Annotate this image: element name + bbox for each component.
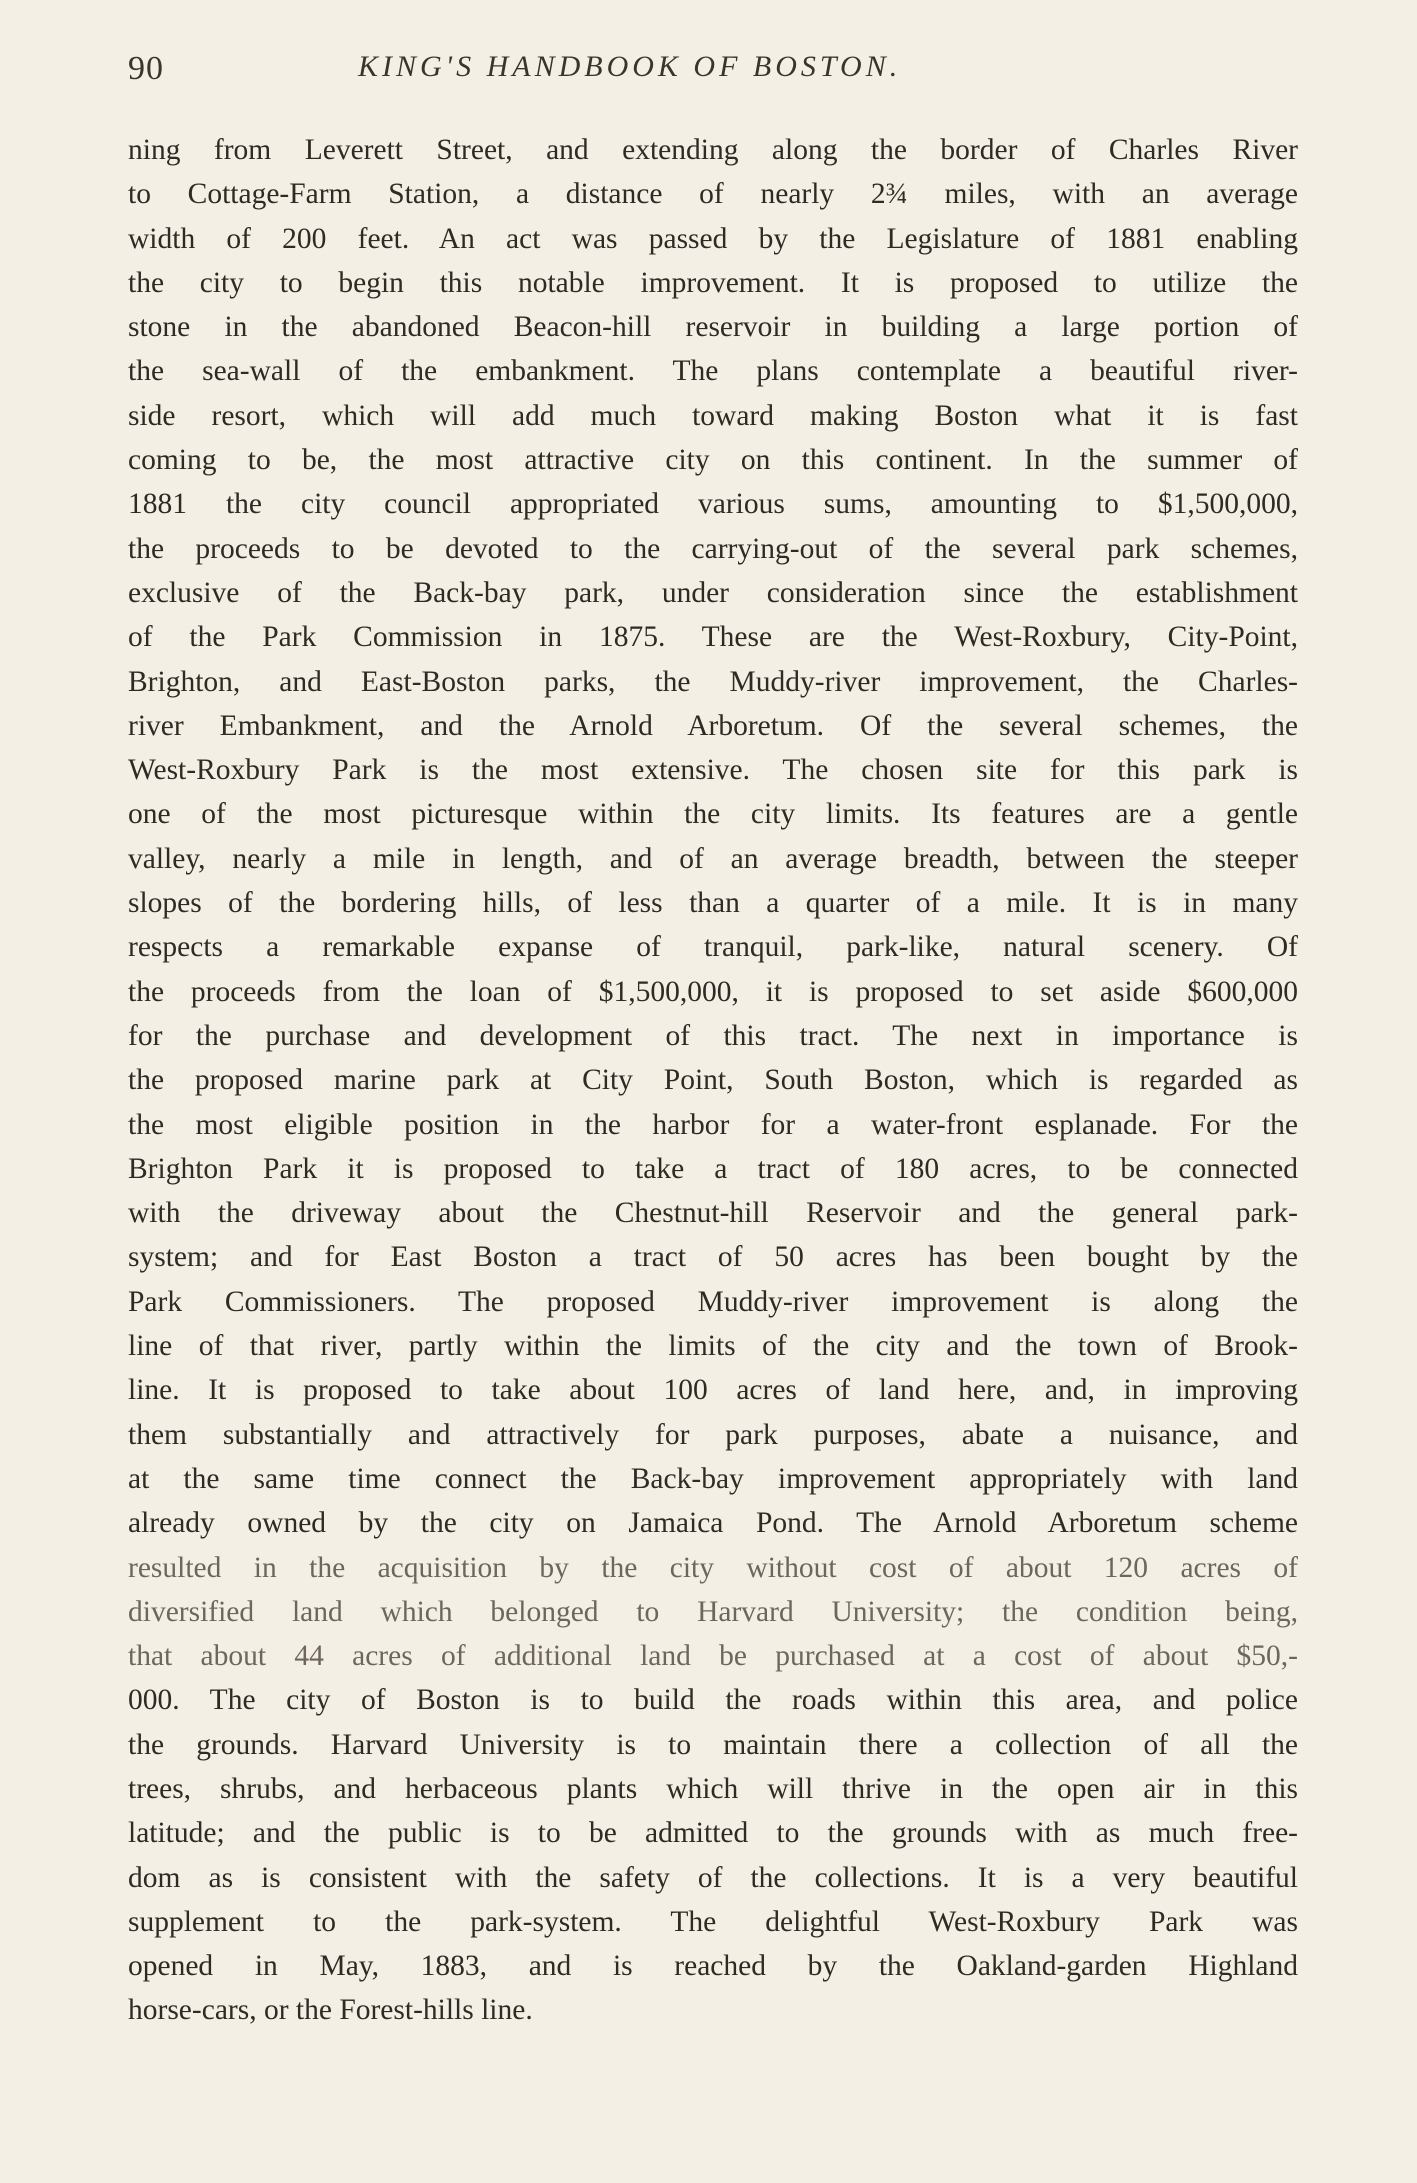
text-line: resulted in the acquisition by the city without cost of about 120 acres of [128,1551,1298,1584]
page-header [128,50,1308,110]
text-line: coming to be, the most attractive city on this continent. In the summer of [128,444,1298,477]
text-line: 000. The city of Boston is to build the roads within this area, and police [128,1684,1298,1717]
text-line: the proceeds from the loan of $1,500,000, it is proposed to set aside $600,000 [128,975,1298,1008]
text-line: Park Commissioners. The proposed Muddy-river improvement is along the [128,1285,1298,1318]
text-line: Brighton Park it is proposed to take a tract of 180 acres, to be connected [128,1152,1298,1185]
text-line: opened in May, 1883, and is reached by the Oakland-garden Highland [128,1950,1298,1983]
text-line: line. It is proposed to take about 100 acres of land here, and, in improving [128,1374,1298,1407]
text-line: slopes of the bordering hills, of less than a quarter of a mile. It is in many [128,887,1298,920]
text-line: the sea-wall of the embankment. The plans contemplate a beautiful river- [128,355,1298,388]
text-line: the city to begin this notable improvement. It is proposed to utilize the [128,266,1298,299]
text-line: supplement to the park-system. The delightful West-Roxbury Park was [128,1905,1298,1938]
text-line: respects a remarkable expanse of tranquil, park-like, natural scenery. Of [128,931,1298,964]
body-text [128,128,1298,2033]
text-line: at the same time connect the Back-bay improvement appropriately with land [128,1462,1298,1495]
text-line: the most eligible position in the harbor for a water-front esplanade. For the [128,1108,1298,1141]
text-line: diversified land which belonged to Harvard University; the condition being, [128,1595,1298,1628]
text-line: one of the most picturesque within the city limits. Its features are a gentle [128,798,1298,831]
text-line: latitude; and the public is to be admitted to the grounds with as much free- [128,1817,1298,1850]
text-line: trees, shrubs, and herbaceous plants which will thrive in the open air in this [128,1772,1298,1805]
text-line: width of 200 feet. An act was passed by the Legislature of 1881 enabling [128,222,1298,255]
text-line: stone in the abandoned Beacon-hill reservoir in building a large portion of [128,311,1298,344]
text-line: the proceeds to be devoted to the carrying-out of the several park schemes, [128,532,1298,565]
text-line: line of that river, partly within the limits of the city and the town of Brook- [128,1330,1298,1363]
running-head: KING'S HANDBOOK OF BOSTON. [358,50,902,83]
text-line: already owned by the city on Jamaica Pond. The Arnold Arboretum scheme [128,1507,1298,1540]
text-line: ning from Leverett Street, and extending along the border of Charles River [128,134,1298,166]
text-line: side resort, which will add much toward making Boston what it is fast [128,399,1298,432]
text-line: West-Roxbury Park is the most extensive. The chosen site for this park is [128,754,1298,787]
text-line: for the purchase and development of this tract. The next in importance is [128,1019,1298,1052]
text-line: 1881 the city council appropriated various sums, amounting to $1,500,000, [128,488,1298,521]
text-line: them substantially and attractively for park purposes, abate a nuisance, and [128,1418,1298,1451]
text-line: of the Park Commission in 1875. These are the West-Roxbury, City-Point, [128,621,1298,654]
text-line: the proposed marine park at City Point, South Boston, which is regarded as [128,1064,1298,1097]
text-line: horse-cars, or the Forest-hills line. [128,1994,533,2027]
text-line: dom as is consistent with the safety of the collections. It is a very beautiful [128,1861,1298,1894]
text-line: to Cottage-Farm Station, a distance of nearly 2¾ miles, with an average [128,178,1298,211]
page-number: 90 [128,50,164,87]
text-line: Brighton, and East-Boston parks, the Muddy-river improvement, the Charles- [128,665,1298,698]
text-line: with the driveway about the Chestnut-hill Reservoir and the general park- [128,1197,1298,1230]
text-line: river Embankment, and the Arnold Arboretum. Of the several schemes, the [128,709,1298,742]
text-line: exclusive of the Back-bay park, under consideration since the establishment [128,576,1298,609]
text-line: that about 44 acres of additional land be purchased at a cost of about $50,- [128,1640,1298,1673]
text-line: the grounds. Harvard University is to maintain there a collection of all the [128,1728,1298,1761]
text-line: valley, nearly a mile in length, and of an average breadth, between the steeper [128,842,1298,875]
text-line: system; and for East Boston a tract of 50 acres has been bought by the [128,1241,1298,1274]
